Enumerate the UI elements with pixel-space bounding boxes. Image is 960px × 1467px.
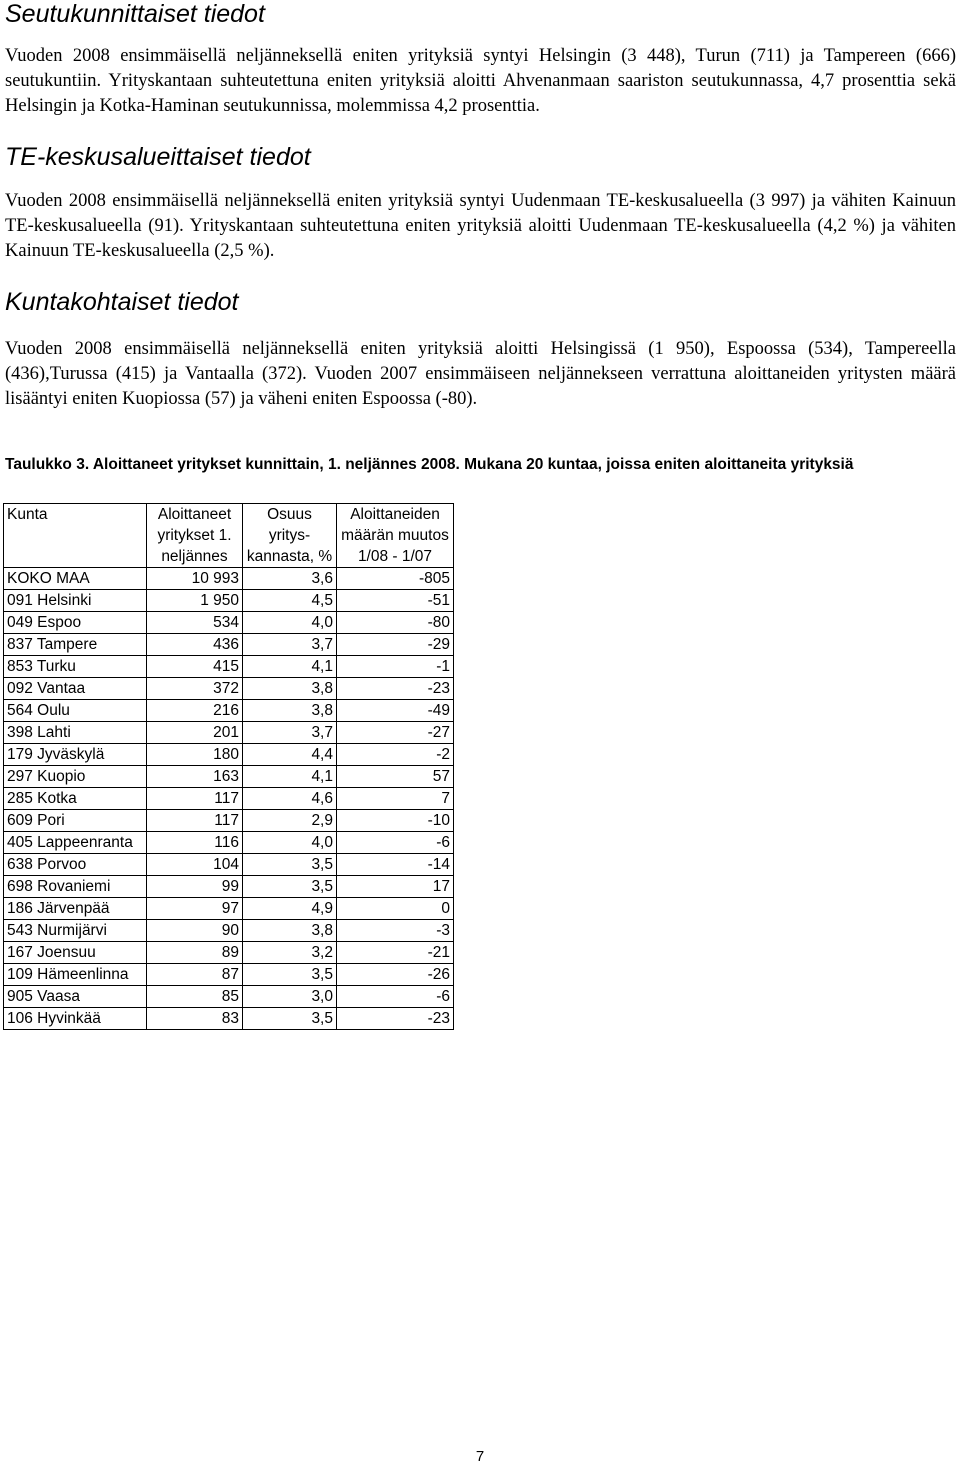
cell-muutos: -49	[337, 700, 454, 722]
table-row	[4, 744, 454, 766]
table-row	[4, 920, 454, 942]
cell-muutos: 57	[337, 766, 454, 788]
cell-osuus: 3,2	[243, 942, 337, 964]
cell-muutos: -23	[337, 1008, 454, 1030]
table-row	[4, 590, 454, 612]
cell-muutos: 7	[337, 788, 454, 810]
cell-kunta: 638 Porvoo	[4, 854, 147, 876]
cell-aloittaneet: 201	[147, 722, 243, 744]
cell-kunta: 853 Turku	[4, 656, 147, 678]
cell-muutos: -80	[337, 612, 454, 634]
cell-kunta: 109 Hämeenlinna	[4, 964, 147, 986]
section-title-seutukunnat: Seutukunnittaiset tiedot	[5, 0, 265, 28]
table-row	[4, 766, 454, 788]
cell-osuus: 3,7	[243, 722, 337, 744]
cell-aloittaneet: 116	[147, 832, 243, 854]
cell-aloittaneet: 436	[147, 634, 243, 656]
table-row	[4, 810, 454, 832]
cell-aloittaneet: 1 950	[147, 590, 243, 612]
table-row	[4, 612, 454, 634]
table-row	[4, 656, 454, 678]
cell-osuus: 3,5	[243, 964, 337, 986]
cell-aloittaneet: 89	[147, 942, 243, 964]
cell-muutos: -26	[337, 964, 454, 986]
cell-aloittaneet: 99	[147, 876, 243, 898]
cell-aloittaneet: 10 993	[147, 568, 243, 590]
page-number: 7	[475, 1448, 485, 1465]
cell-osuus: 4,5	[243, 590, 337, 612]
cell-kunta: KOKO MAA	[4, 568, 147, 590]
cell-kunta: 398 Lahti	[4, 722, 147, 744]
cell-osuus: 4,1	[243, 656, 337, 678]
cell-osuus: 3,6	[243, 568, 337, 590]
cell-kunta: 405 Lappeenranta	[4, 832, 147, 854]
section-text-seutukunnat: Vuoden 2008 ensimmäisellä neljänneksellä eniten yrityksiä syntyi Helsingin (3 448), Turun (711) ja Tampereen (666) seutukuntiin. Yrityskantaan suhteutettuna eniten yrityksiä aloitti Ahvenanmaan saariston seutukunnassa, 4,7 prosenttia sekä Helsingin ja Kotka-Haminan seutukunnissa, molemmissa 4,2 prosenttia.	[5, 46, 956, 116]
cell-aloittaneet: 117	[147, 788, 243, 810]
section-text-kunnat: Vuoden 2008 ensimmäisellä neljänneksellä eniten yrityksiä aloitti Helsingissä (1 950), Espoossa (534), Tampereella (436),Turussa (415) ja Vantaalla (372). Vuoden 2007 ensimmäiseen neljännekseen verrattuna aloittaneiden yritysten määrä lisääntyi eniten Kuopiossa (57) ja väheni eniten Espoossa (-80).	[5, 339, 956, 409]
cell-muutos: -1	[337, 656, 454, 678]
cell-kunta: 049 Espoo	[4, 612, 147, 634]
cell-muutos: -6	[337, 832, 454, 854]
cell-aloittaneet: 534	[147, 612, 243, 634]
table-row	[4, 898, 454, 920]
table-row	[4, 986, 454, 1008]
cell-kunta: 543 Nurmijärvi	[4, 920, 147, 942]
cell-kunta: 179 Jyväskylä	[4, 744, 147, 766]
cell-kunta: 905 Vaasa	[4, 986, 147, 1008]
header-muutos: Aloittaneiden määrän muutos 1/08 - 1/07	[337, 504, 454, 568]
table-row	[4, 942, 454, 964]
cell-muutos: -21	[337, 942, 454, 964]
table-caption: Taulukko 3. Aloittaneet yritykset kunnittain, 1. neljännes 2008. Mukana 20 kuntaa, joissa eniten aloittaneita yrityksiä	[5, 456, 854, 473]
cell-kunta: 297 Kuopio	[4, 766, 147, 788]
cell-aloittaneet: 85	[147, 986, 243, 1008]
section-title-te-keskus: TE-keskusalueittaiset tiedot	[5, 143, 311, 171]
cell-aloittaneet: 90	[147, 920, 243, 942]
cell-osuus: 3,5	[243, 854, 337, 876]
cell-muutos: -3	[337, 920, 454, 942]
header-kunta: Kunta	[4, 504, 147, 568]
table-row	[4, 876, 454, 898]
header-osuus: Osuus yritys- kannasta, %	[243, 504, 337, 568]
municipality-table	[3, 503, 454, 1030]
cell-aloittaneet: 104	[147, 854, 243, 876]
table-row	[4, 722, 454, 744]
table-row	[4, 568, 454, 590]
cell-kunta: 092 Vantaa	[4, 678, 147, 700]
cell-aloittaneet: 180	[147, 744, 243, 766]
cell-osuus: 2,9	[243, 810, 337, 832]
table-body	[4, 568, 454, 1030]
cell-aloittaneet: 97	[147, 898, 243, 920]
cell-osuus: 3,7	[243, 634, 337, 656]
cell-kunta: 609 Pori	[4, 810, 147, 832]
table-row	[4, 854, 454, 876]
cell-osuus: 4,4	[243, 744, 337, 766]
cell-aloittaneet: 372	[147, 678, 243, 700]
table-row	[4, 1008, 454, 1030]
cell-osuus: 3,8	[243, 920, 337, 942]
section-text-te-keskus: Vuoden 2008 ensimmäisellä neljänneksellä eniten yrityksiä syntyi Uudenmaan TE-keskusalueella (3 997) ja vähiten Kainuun TE-keskusalueella (91). Yrityskantaan suhteutettuna eniten yrityksiä aloitti Uudenmaan TE-keskusalueella (4,2 %) ja vähiten Kainuun TE-keskusalueella (2,5 %).	[5, 191, 956, 261]
cell-kunta: 837 Tampere	[4, 634, 147, 656]
cell-kunta: 091 Helsinki	[4, 590, 147, 612]
cell-aloittaneet: 415	[147, 656, 243, 678]
cell-osuus: 4,6	[243, 788, 337, 810]
table-row	[4, 788, 454, 810]
cell-muutos: -10	[337, 810, 454, 832]
cell-muutos: -51	[337, 590, 454, 612]
cell-osuus: 3,8	[243, 700, 337, 722]
table-row	[4, 678, 454, 700]
cell-osuus: 3,5	[243, 876, 337, 898]
table-row	[4, 700, 454, 722]
cell-osuus: 4,0	[243, 612, 337, 634]
cell-muutos: -27	[337, 722, 454, 744]
table-row	[4, 832, 454, 854]
table-row	[4, 964, 454, 986]
cell-muutos: 0	[337, 898, 454, 920]
cell-aloittaneet: 87	[147, 964, 243, 986]
cell-osuus: 3,0	[243, 986, 337, 1008]
cell-osuus: 3,8	[243, 678, 337, 700]
section-title-kunnat: Kuntakohtaiset tiedot	[5, 288, 239, 316]
cell-muutos: -805	[337, 568, 454, 590]
cell-osuus: 4,1	[243, 766, 337, 788]
cell-kunta: 106 Hyvinkää	[4, 1008, 147, 1030]
cell-osuus: 4,0	[243, 832, 337, 854]
cell-kunta: 285 Kotka	[4, 788, 147, 810]
cell-kunta: 564 Oulu	[4, 700, 147, 722]
cell-aloittaneet: 216	[147, 700, 243, 722]
cell-aloittaneet: 163	[147, 766, 243, 788]
cell-muutos: -23	[337, 678, 454, 700]
cell-aloittaneet: 83	[147, 1008, 243, 1030]
cell-muutos: -6	[337, 986, 454, 1008]
cell-kunta: 186 Järvenpää	[4, 898, 147, 920]
cell-muutos: -2	[337, 744, 454, 766]
table-row	[4, 634, 454, 656]
cell-osuus: 3,5	[243, 1008, 337, 1030]
table-header-row	[4, 504, 454, 568]
cell-muutos: -29	[337, 634, 454, 656]
cell-muutos: -14	[337, 854, 454, 876]
cell-kunta: 167 Joensuu	[4, 942, 147, 964]
cell-muutos: 17	[337, 876, 454, 898]
cell-aloittaneet: 117	[147, 810, 243, 832]
header-aloittaneet: Aloittaneet yritykset 1. neljännes	[147, 504, 243, 568]
cell-osuus: 4,9	[243, 898, 337, 920]
cell-kunta: 698 Rovaniemi	[4, 876, 147, 898]
